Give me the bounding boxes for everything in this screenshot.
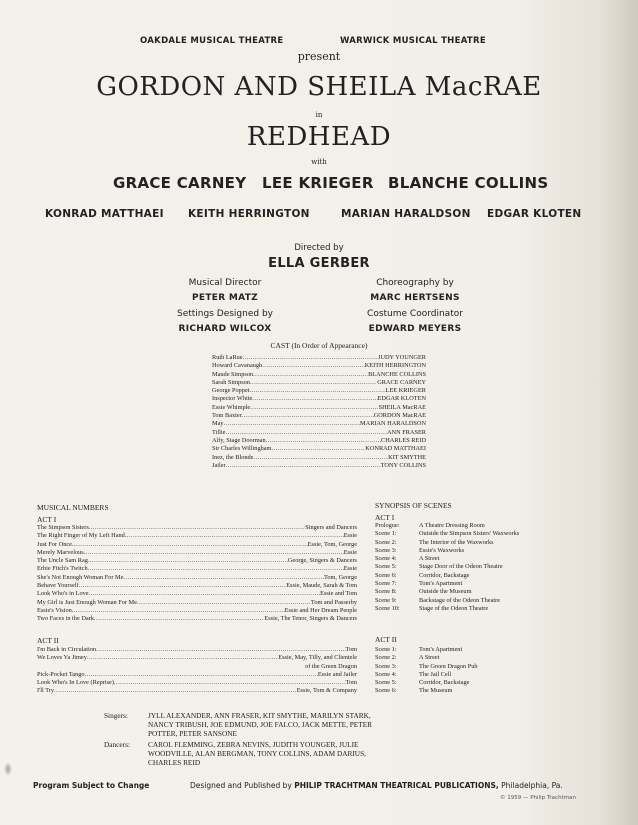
cast-row-right: KONRAD MATTHAEI bbox=[365, 445, 426, 453]
scene-place: Corridor, Backstage bbox=[419, 571, 470, 579]
publisher-city: Philadelphia, Pa. bbox=[501, 781, 563, 790]
dot-leader bbox=[72, 541, 308, 549]
song-row-right: George, Singers & Dancers bbox=[287, 557, 357, 565]
cast-row-right: TONY COLLINS bbox=[380, 461, 426, 469]
cast-row-left: Sir Charles Willingham bbox=[212, 445, 272, 453]
song-row-right: Essie and Her Dream People bbox=[284, 606, 357, 614]
dot-leader bbox=[85, 671, 318, 679]
scene-number: Scene 2: bbox=[375, 654, 397, 662]
dot-leader bbox=[72, 607, 285, 615]
scene-place: Stage Door of the Odeon Theatre bbox=[419, 563, 503, 571]
dot-leader bbox=[137, 599, 311, 607]
act2-scenes-list bbox=[375, 646, 605, 696]
scene-place: Tom's Apartment bbox=[419, 580, 463, 588]
featured-edgar-kloten: EDGAR KLOTEN bbox=[487, 208, 582, 220]
publisher-line bbox=[190, 781, 563, 790]
song-row bbox=[37, 541, 357, 549]
song-row-right: Essie, Maude, Sarah & Tom bbox=[286, 582, 357, 590]
cast-row-left: Jailer bbox=[212, 461, 226, 469]
scene-row bbox=[375, 555, 605, 563]
song-row bbox=[37, 615, 357, 623]
cast-row bbox=[212, 354, 426, 362]
cast-row-right: KEITH HERRINGTON bbox=[364, 362, 426, 370]
cast-row bbox=[212, 420, 426, 428]
costume-name: EDWARD MEYERS bbox=[368, 324, 462, 334]
song-row-left: Look Who's in Love bbox=[37, 590, 89, 598]
cast-row-left: Tom Baxter bbox=[212, 412, 242, 420]
synopsis-heading: SYNOPSIS OF SCENES bbox=[375, 501, 452, 510]
scene-number: Scene 4: bbox=[375, 555, 397, 563]
scene-number: Scene 7: bbox=[375, 580, 397, 588]
song-row-right: Essie, Tom & Company bbox=[296, 687, 357, 695]
song-row-left: Just For Once bbox=[37, 540, 72, 548]
scene-number: Scene 8: bbox=[375, 588, 397, 596]
cast-heading: CAST (In Order of Appearance) bbox=[270, 341, 368, 350]
dancers-list bbox=[148, 740, 366, 767]
settings-name: RICHARD WILCOX bbox=[178, 324, 272, 334]
scene-number: Scene 5: bbox=[375, 679, 397, 687]
cast-row-left: Inez, the Blonde bbox=[212, 453, 254, 461]
song-row-right: Essie bbox=[343, 565, 357, 573]
cast-row-right: KIT SMYTHE bbox=[388, 453, 426, 461]
scene-row bbox=[375, 679, 605, 687]
song-row bbox=[37, 599, 357, 607]
dot-leader bbox=[94, 615, 264, 623]
song-row-right: Essie bbox=[343, 548, 357, 556]
song-row bbox=[37, 557, 357, 565]
director-name: ELLA GERBER bbox=[268, 256, 370, 271]
cast-row bbox=[212, 437, 426, 445]
song-row-left: She's Not Enough Woman For Me bbox=[37, 573, 124, 581]
scene-place: Essie's Waxworks bbox=[419, 546, 465, 554]
scene-place: The Jail Cell bbox=[419, 670, 452, 678]
scene-place: Stage of the Odeon Theatre bbox=[419, 604, 489, 612]
featured-keith-herrington: KEITH HERRINGTON bbox=[188, 208, 310, 220]
musical-director-name: PETER MATZ bbox=[192, 293, 258, 303]
scene-number: Scene 1: bbox=[375, 646, 397, 653]
singers-line: JYLL ALEXANDER, ANN FRASER, KIT SMYTHE, MARILYN STARK, bbox=[148, 711, 371, 720]
cast-row-left: Maude Simpson bbox=[212, 370, 254, 378]
scene-number: Scene 6: bbox=[375, 571, 397, 579]
act2-scenes-label: ACT II bbox=[375, 635, 397, 644]
song-row-left: The Right Finger of My Left Hand bbox=[37, 532, 125, 540]
song-row-left: Two Faces in the Dark bbox=[37, 615, 94, 623]
dot-leader bbox=[266, 437, 381, 445]
dot-leader bbox=[253, 454, 388, 462]
song-row-left: The Simpson Sisters bbox=[37, 524, 89, 531]
cast-row-right: GRACE CARNEY bbox=[377, 378, 426, 386]
singers-label: Singers: bbox=[104, 711, 128, 720]
song-row-left: The Uncle Sam Rag bbox=[37, 557, 88, 565]
act1-scenes-label: ACT I bbox=[375, 513, 395, 522]
dot-leader bbox=[88, 565, 344, 573]
cast-row-right: GORDON MacRAE bbox=[373, 412, 426, 420]
dot-leader bbox=[271, 445, 365, 453]
scene-number: Scene 4: bbox=[375, 670, 397, 678]
scene-number: Scene 9: bbox=[375, 596, 397, 604]
cast-list bbox=[212, 354, 426, 470]
scene-row bbox=[375, 563, 605, 571]
scene-row bbox=[375, 663, 605, 671]
cast-row bbox=[212, 412, 426, 420]
scene-place: Outside the Museum bbox=[419, 588, 472, 596]
cast-row-left: Alfy, Stage Doorman bbox=[212, 436, 266, 444]
scene-place: Corridor, Backstage bbox=[419, 679, 470, 687]
song-row-left: I'll Try bbox=[37, 687, 55, 695]
scene-place: Outside the Simpson Sisters' Waxworks bbox=[419, 530, 520, 538]
dot-leader bbox=[253, 371, 368, 379]
song-row-right: Singers and Dancers bbox=[305, 524, 357, 531]
cast-row-right: SHEILA MacRAE bbox=[378, 403, 426, 411]
song-row bbox=[37, 524, 357, 532]
with-text: with bbox=[311, 158, 327, 166]
dot-leader bbox=[89, 590, 321, 598]
scene-place: Tom's Apartment bbox=[419, 646, 463, 653]
featured-konrad-matthaei: KONRAD MATTHAEI bbox=[45, 208, 164, 220]
scene-number: Prologue: bbox=[375, 522, 400, 529]
designed-prefix: Designed and Published by bbox=[190, 781, 292, 790]
scene-row bbox=[375, 687, 605, 695]
song-row bbox=[37, 582, 357, 590]
dot-leader bbox=[242, 412, 374, 420]
scene-row bbox=[375, 654, 605, 662]
scene-place: Backstage of the Odeon Theatre bbox=[419, 596, 501, 604]
dot-leader bbox=[79, 582, 287, 590]
scene-row bbox=[375, 547, 605, 555]
song-row bbox=[37, 607, 357, 615]
cast-row-left: Howard Cavanaugh bbox=[212, 362, 263, 370]
singers-list bbox=[148, 711, 372, 738]
publisher-name: PHILIP TRACHTMAN THEATRICAL PUBLICATIONS, bbox=[294, 781, 499, 790]
act2-songs-label: ACT II bbox=[37, 636, 59, 645]
song-row-right: Essie, The Tenor, Singers & Dancers bbox=[264, 615, 357, 623]
musical-director-label: Musical Director bbox=[188, 278, 262, 288]
cast-row bbox=[212, 387, 426, 395]
dot-leader bbox=[225, 429, 387, 437]
scene-row bbox=[375, 522, 605, 530]
song-row-left: Pick-Pocket Tango bbox=[37, 670, 85, 678]
cast-row-right: JUDY YOUNGER bbox=[378, 354, 426, 361]
dot-leader bbox=[249, 387, 385, 395]
scene-row bbox=[375, 588, 605, 596]
choreography-label: Choreography by bbox=[376, 278, 454, 288]
scene-row bbox=[375, 646, 605, 654]
dancers-line: CAROL FLEMMING, ZEBRA NEVINS, JUDITH YOUNGER, JULIE bbox=[148, 740, 359, 749]
scene-number: Scene 5: bbox=[375, 563, 397, 571]
dot-leader bbox=[123, 574, 324, 582]
scene-place: The Museum bbox=[419, 687, 453, 695]
dot-leader bbox=[125, 532, 344, 540]
dot-leader bbox=[252, 395, 377, 403]
choreographer-name: MARC HERTSENS bbox=[370, 293, 460, 303]
song-row-left: My Girl is Just Enough Woman For Me bbox=[37, 598, 137, 606]
song-row-left: We Loves Ya Jimey bbox=[37, 654, 87, 662]
cast-row-right: BLANCHE COLLINS bbox=[368, 370, 426, 378]
dot-leader bbox=[243, 354, 378, 362]
scene-row bbox=[375, 572, 605, 580]
dot-leader bbox=[224, 420, 361, 428]
song-row-right: Tom bbox=[345, 679, 357, 687]
dot-leader bbox=[114, 679, 346, 687]
theatre-left: OAKDALE MUSICAL THEATRE bbox=[140, 36, 284, 46]
scene-row bbox=[375, 530, 605, 538]
singers-line: POTTER, PETER SANSONE bbox=[148, 729, 237, 738]
in-text: in bbox=[315, 111, 323, 119]
dot-leader bbox=[250, 379, 377, 387]
featured-marian-haraldson: MARIAN HARALDSON bbox=[341, 208, 471, 220]
song-row-left: Erbie Fitch's Twitch bbox=[37, 565, 88, 573]
dancers-line: WOODVILLE, ALAN BERGMAN, TONY COLLINS, ADAM DARIUS, bbox=[148, 749, 366, 758]
dot-leader bbox=[262, 362, 365, 370]
scene-place: The Interior of the Waxworks bbox=[419, 538, 494, 546]
song-row bbox=[37, 671, 357, 679]
cast-row bbox=[212, 429, 426, 437]
present-text: present bbox=[297, 50, 341, 63]
cast-row bbox=[212, 404, 426, 412]
scene-number: Scene 3: bbox=[375, 662, 397, 670]
scene-row bbox=[375, 671, 605, 679]
cast-row-right: LEE KRIEGER bbox=[385, 387, 426, 395]
song-row bbox=[37, 590, 357, 598]
dancers-line: CHARLES REID bbox=[148, 758, 201, 767]
scene-number: Scene 1: bbox=[375, 530, 397, 538]
dot-leader bbox=[226, 462, 381, 470]
song-row bbox=[37, 654, 357, 662]
dot-leader bbox=[250, 404, 378, 412]
song-row-right: of the Green Dragon bbox=[305, 662, 357, 670]
cast-row-left: Tillie bbox=[212, 428, 226, 436]
featured-lee-krieger: LEE KRIEGER bbox=[262, 174, 374, 192]
costume-label: Costume Coordinator bbox=[367, 309, 463, 319]
song-row-right: Essie and Tom bbox=[320, 590, 357, 598]
song-row-right: Essie, Tom, George bbox=[307, 540, 357, 548]
song-row-right: Essie bbox=[343, 532, 357, 540]
scene-place: The Green Dragon Pub bbox=[419, 662, 478, 670]
act2-songs-list bbox=[37, 646, 357, 696]
act1-songs-label: ACT I bbox=[37, 515, 57, 524]
cast-row-left: Essie Whimple bbox=[212, 403, 251, 411]
dot-leader bbox=[84, 549, 344, 557]
song-row-right: Tom, George bbox=[323, 573, 357, 581]
scene-number: Scene 10: bbox=[375, 604, 400, 612]
cast-row-left: Sarah Simpson bbox=[212, 378, 250, 386]
settings-label: Settings Designed by bbox=[177, 309, 273, 319]
dancers-label: Dancers: bbox=[104, 740, 130, 749]
scene-number: Scene 3: bbox=[375, 546, 397, 554]
song-row-right: Tom bbox=[345, 646, 357, 653]
singers-line: NANCY TRIBUSH, JOE EDMUND, JOE FALCO, JACK METTE, PETER bbox=[148, 720, 373, 729]
song-row bbox=[37, 549, 357, 557]
scene-place: A Theatre Dressing Room bbox=[419, 522, 485, 529]
scene-place: A Street bbox=[419, 654, 440, 662]
act1-songs-list bbox=[37, 524, 357, 624]
cast-row-left: May bbox=[212, 420, 224, 428]
scene-row bbox=[375, 580, 605, 588]
copyright-note: © 1959 — Philip Trachtman bbox=[500, 795, 576, 801]
cast-row bbox=[212, 462, 426, 470]
show-title: REDHEAD bbox=[246, 122, 392, 152]
song-row-left: Essie's Vision bbox=[37, 606, 72, 614]
directed-by-label: Directed by bbox=[294, 243, 344, 253]
scene-place: A Street bbox=[419, 555, 440, 563]
song-row-left: I'm Back in Circulation bbox=[37, 646, 97, 653]
dot-leader bbox=[54, 687, 297, 695]
cast-row bbox=[212, 395, 426, 403]
cast-row-left: Ruth LaRue bbox=[212, 354, 243, 361]
featured-blanche-collins: BLANCHE COLLINS bbox=[388, 174, 549, 192]
song-row bbox=[37, 679, 357, 687]
song-row bbox=[37, 663, 357, 671]
stars-title: GORDON AND SHEILA MacRAE bbox=[96, 72, 542, 102]
cast-row bbox=[212, 379, 426, 387]
cast-row bbox=[212, 371, 426, 379]
cast-row-right: CHARLES REID bbox=[381, 436, 426, 444]
song-row-right: Essie and Jailer bbox=[317, 670, 357, 678]
cast-row-left: Inspector White bbox=[212, 395, 253, 403]
cast-row-right: ANN FRASER bbox=[386, 428, 426, 436]
song-row bbox=[37, 687, 357, 695]
song-row bbox=[37, 574, 357, 582]
cast-row bbox=[212, 445, 426, 453]
scene-row bbox=[375, 539, 605, 547]
song-row-left: Merely Marvelous bbox=[37, 548, 84, 556]
program-subject-note: Program Subject to Change bbox=[33, 781, 150, 790]
cast-row bbox=[212, 454, 426, 462]
dot-leader bbox=[88, 557, 288, 565]
song-row-left: Look Who's In Love (Reprise) bbox=[37, 679, 114, 687]
scene-number: Scene 2: bbox=[375, 538, 397, 546]
song-row bbox=[37, 565, 357, 573]
musical-numbers-heading: MUSICAL NUMBERS bbox=[37, 503, 109, 512]
song-row bbox=[37, 532, 357, 540]
cast-row-left: George Poppet bbox=[212, 387, 250, 395]
dot-leader bbox=[96, 646, 346, 654]
theatre-right: WARWICK MUSICAL THEATRE bbox=[340, 36, 486, 46]
cast-row-right: EDGAR KLOTEN bbox=[377, 395, 426, 403]
act1-scenes-list bbox=[375, 522, 605, 613]
featured-grace-carney: GRACE CARNEY bbox=[113, 174, 247, 192]
dot-leader bbox=[87, 654, 278, 662]
cast-row bbox=[212, 362, 426, 370]
song-row-right: Tom and Passerby bbox=[310, 598, 357, 606]
dot-leader bbox=[89, 524, 305, 532]
cast-row-right: MARIAN HARALDSON bbox=[360, 420, 426, 428]
paper-mark bbox=[4, 762, 12, 776]
song-row bbox=[37, 646, 357, 654]
scene-row bbox=[375, 605, 605, 613]
scene-number: Scene 6: bbox=[375, 687, 397, 695]
song-row-left: Behave Yourself bbox=[37, 582, 79, 590]
song-row-right: Essie, May, Tilly, and Clientele bbox=[278, 654, 357, 662]
scene-row bbox=[375, 597, 605, 605]
